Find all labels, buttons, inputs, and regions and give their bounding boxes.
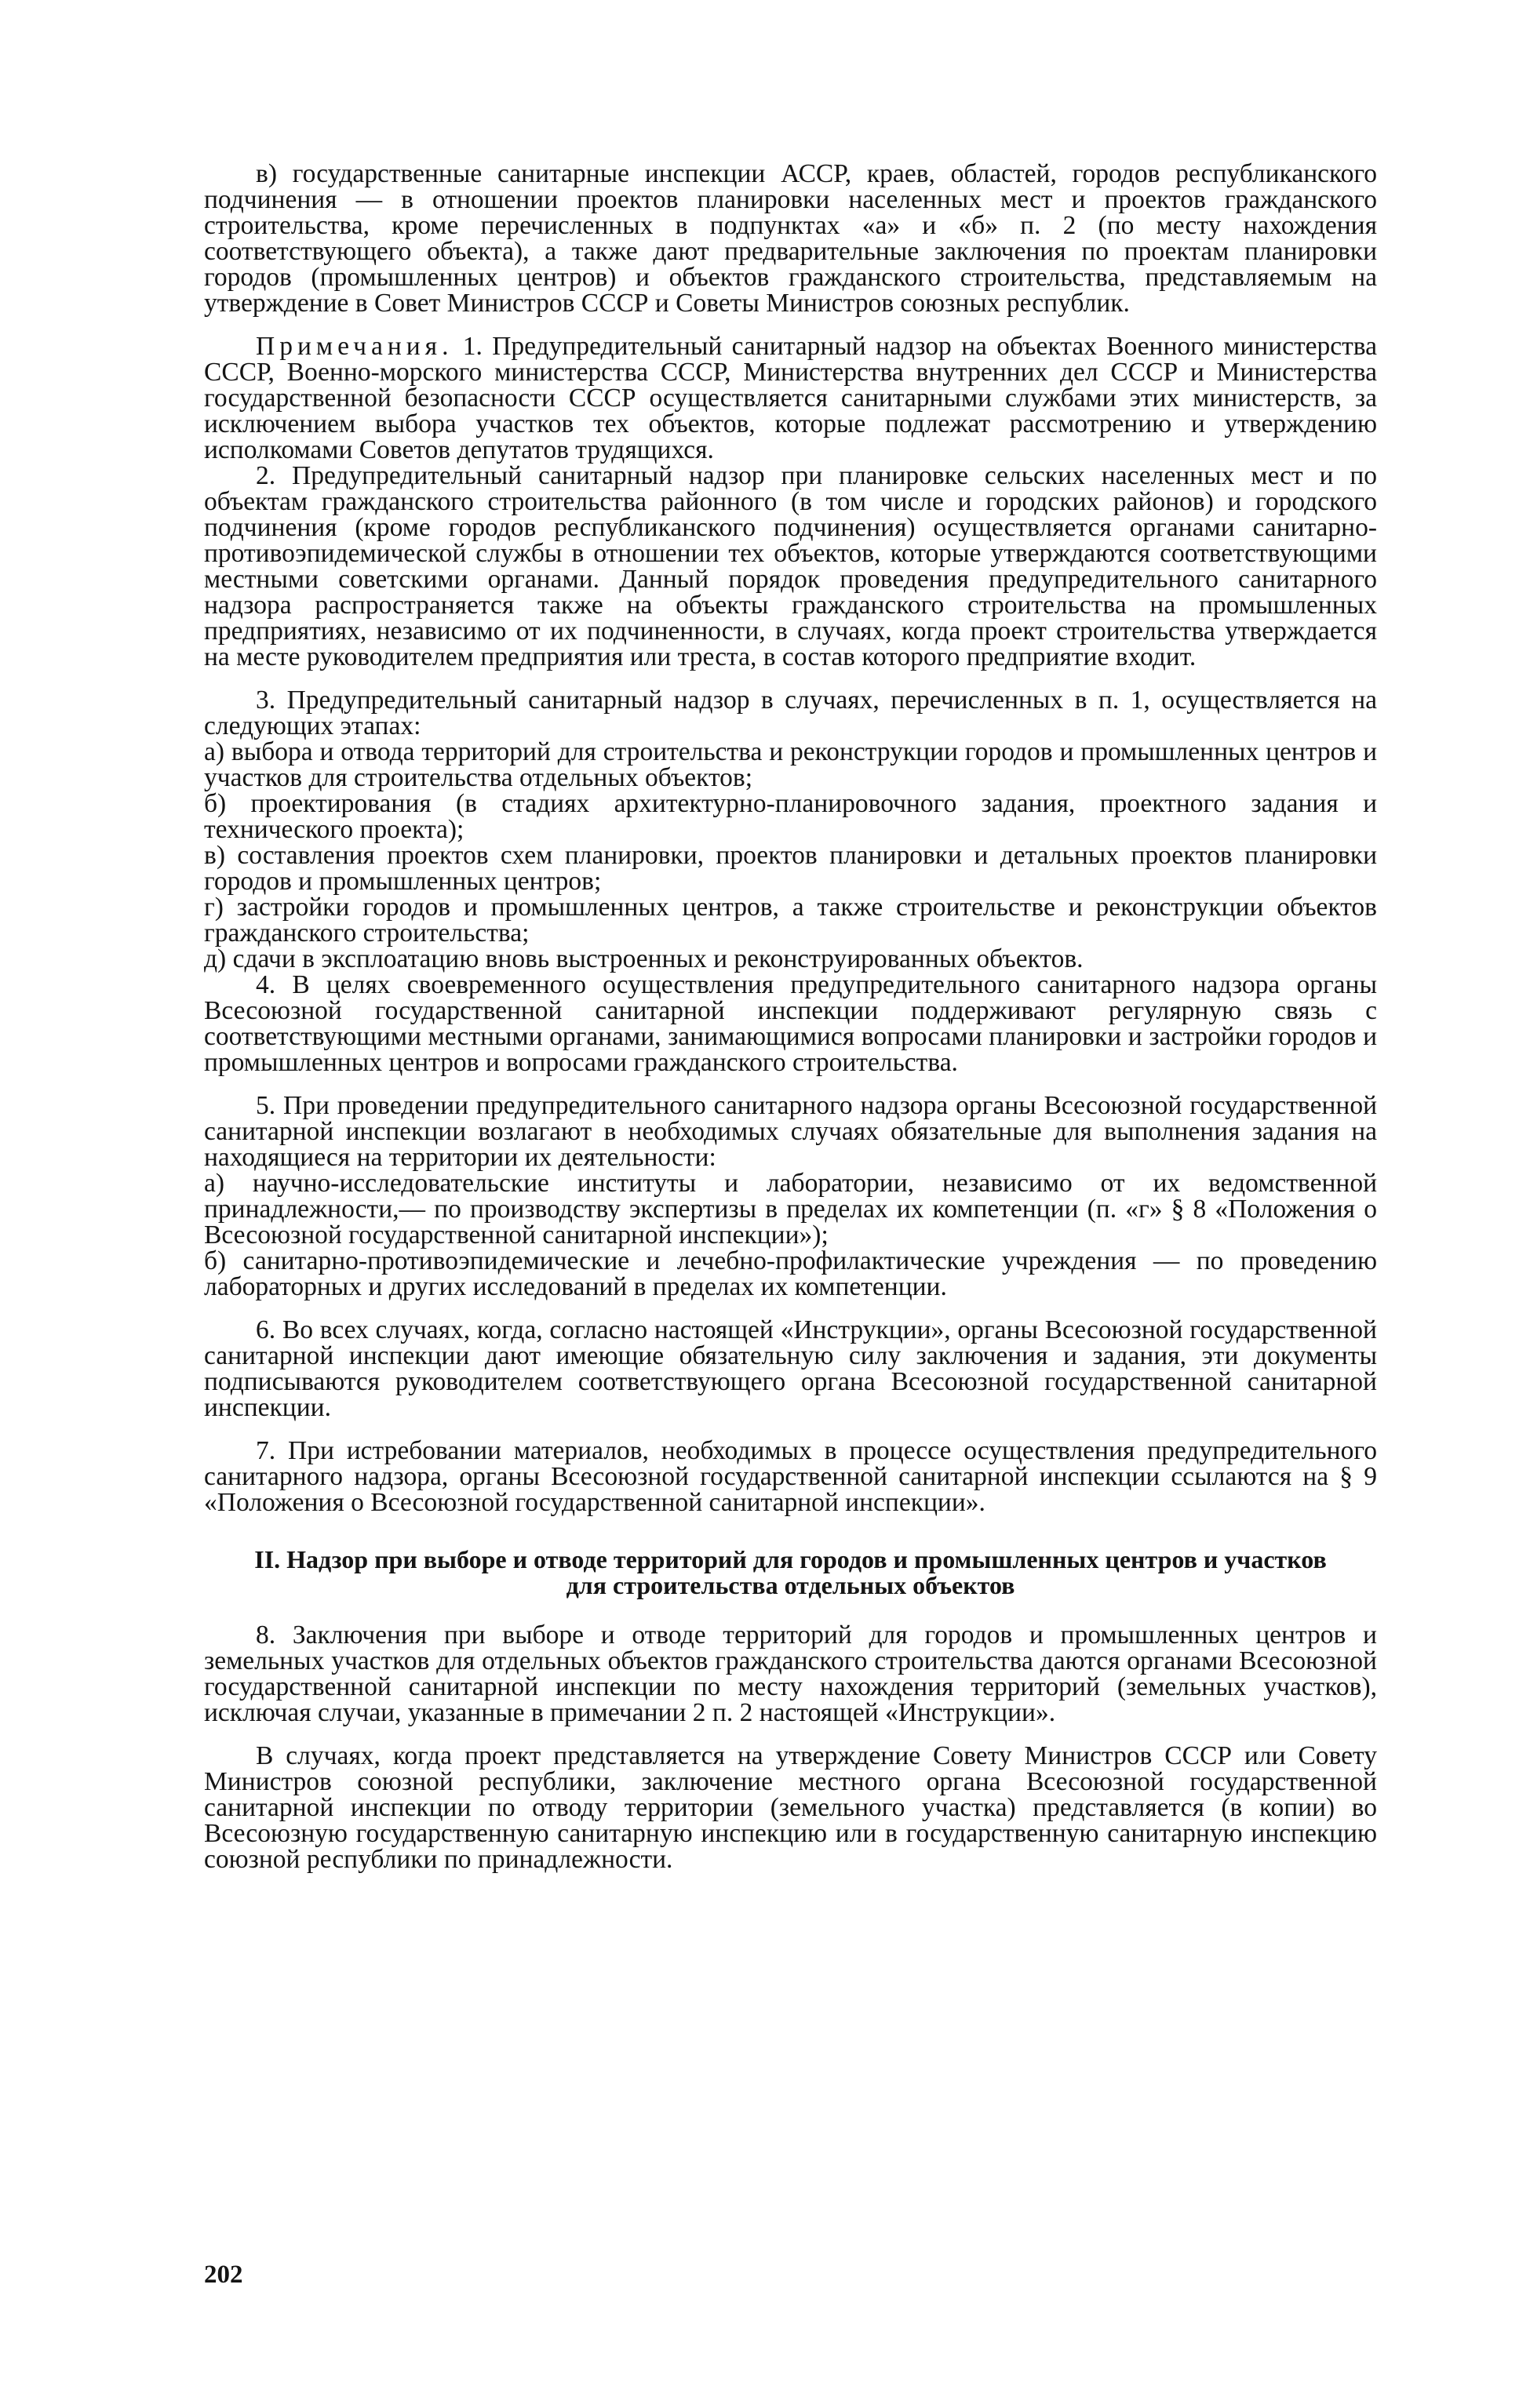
paragraph-4: 4. В целях своевременного осуществления предупредительного санитарного надзора органы Всесоюзной государственной санитарной инспекции поддерживают регулярную связь с соответствующими местными органами, занимающимися вопросами планировки и застройки городов и промышленных центров и вопросами гражданского строительства. — [204, 970, 1377, 1077]
paragraph-7: 7. При истребовании материалов, необходимых в процессе осуществления предупредительного санитарного надзора, органы Всесоюзной государственной санитарной инспекции ссылаются на § 9 «Положения о Всесоюзной государственной санитарной инспекции». — [204, 1436, 1377, 1517]
notes-paragraph-2: 2. Предупредительный санитарный надзор при планировке сельских населенных мест и по объектам гражданского строительства районного (в том числе и городских районов) и городского подчинения (кроме городов республиканского подчинения) осуществляется органами санитарно-противоэпидемической службы в отношении тех объектов, которые утверждаются соответствующими местными советскими органами. Данный порядок проведения предупредительного санитарного надзора распространяется также на объекты гражданского строительства на промышленных предприятиях, независимо от их подчиненности, в случаях, когда проект строительства утверждается на месте руководителем предприятия или треста, в состав которого предприятие входит. — [204, 461, 1377, 671]
paragraph-5: 5. При проведении предупредительного санитарного надзора органы Всесоюзной государственной санитарной инспекции возлагают в необходимых случаях обязательные для выполнения задания на находящиеся на территории их деятельности: — [204, 1091, 1377, 1172]
paragraph-3-item-a: а) выбора и отвода территорий для строительства и реконструкции городов и промышленных центров и участков для строительства отдельных объектов; — [204, 737, 1377, 792]
paragraph-3-item-v: в) составления проектов схем планировки, проектов планировки и детальных проектов планировки городов и промышленных центров; — [204, 841, 1377, 896]
paragraph-3-item-b: б) проектирования (в стадиях архитектурно-планировочного задания, проектного задания и технического проекта); — [204, 789, 1377, 844]
paragraph-5-item-b: б) санитарно-противоэпидемические и лечебно-профилактические учреждения — по проведению лабораторных и других исследований в пределах их компетенции. — [204, 1246, 1377, 1301]
notes-label: Примечания. — [256, 332, 454, 361]
paragraph-3-item-d: д) сдачи в эксплоатацию вновь выстроенных и реконструированных объектов. — [204, 944, 1084, 973]
section-heading: II. Надзор при выборе и отводе территорий для городов и промышленных центров и участков для строительства отдельных объектов — [254, 1545, 1327, 1599]
paragraph-5-item-a: а) научно-исследовательские институты и лаборатории, независимо от их ведомственной принадлежности,— по производству экспертизы в пределах их компетенции (п. «г» § 8 «Положения о Всесоюзной государственной санитарной инспекции»); — [204, 1169, 1377, 1249]
document-page — [204, 161, 1377, 1872]
paragraph-6: 6. Во всех случаях, когда, согласно настоящей «Инструкции», органы Всесоюзной государственной санитарной инспекции дают имеющие обязательную силу заключения и задания, эти документы подписываются руководителем соответствующего органа Всесоюзной государственной санитарной инспекции. — [204, 1315, 1377, 1422]
paragraph-3-item-g: г) застройки городов и промышленных центров, а также строительстве и реконструкции объектов гражданского строительства; — [204, 893, 1377, 948]
note-1-text: 1. Предупредительный санитарный надзор на объектах Военного министерства СССР, Военно-морского министерства СССР, Министерства внутренних дел СССР и Министерства государственной безопасности СССР осуществляется санитарными службами этих министерств, за исключением выбора участков тех объектов, которые подлежат рассмотрению и утверждению исполкомами Советов депутатов трудящихся. — [204, 332, 1377, 464]
paragraph-8-continuation: В случаях, когда проект представляется на утверждение Совету Министров СССР или Совету Министров союзной республики, заключение местного органа Всесоюзной государственной санитарной инспекции по отводу территории (земельного участка) представляется (в копии) во Всесоюзную государственную санитарную инспекцию или в государственную санитарную инспекцию союзной республики по принадлежности. — [204, 1741, 1377, 1874]
paragraph-v: в) государственные санитарные инспекции АССР, краев, областей, городов республиканского подчинения — в отношении проектов планировки населенных мест и проектов гражданского строительства, кроме перечисленных в подпунктах «а» и «б» п. 2 (по месту нахождения соответствующего объекта), а также дают предварительные заключения по проектам планировки городов (промышленных центров) и объектов гражданского строительства, представляемым на утверждение в Совет Министров СССР и Советы Министров союзных республик. — [204, 159, 1377, 318]
paragraph-3: 3. Предупредительный санитарный надзор в случаях, перечисленных в п. 1, осуществляется на следующих этапах: — [204, 686, 1377, 740]
paragraph-8: 8. Заключения при выборе и отводе территорий для городов и промышленных центров и земельных участков для отдельных объектов гражданского строительства даются органами Всесоюзной государственной санитарной инспекции по месту нахождения территорий (земельных участков), исключая случаи, указанные в примечании 2 п. 2 настоящей «Инструкции». — [204, 1620, 1377, 1727]
notes-paragraph-1 — [204, 333, 1377, 463]
page-number: 202 — [204, 2261, 243, 2289]
